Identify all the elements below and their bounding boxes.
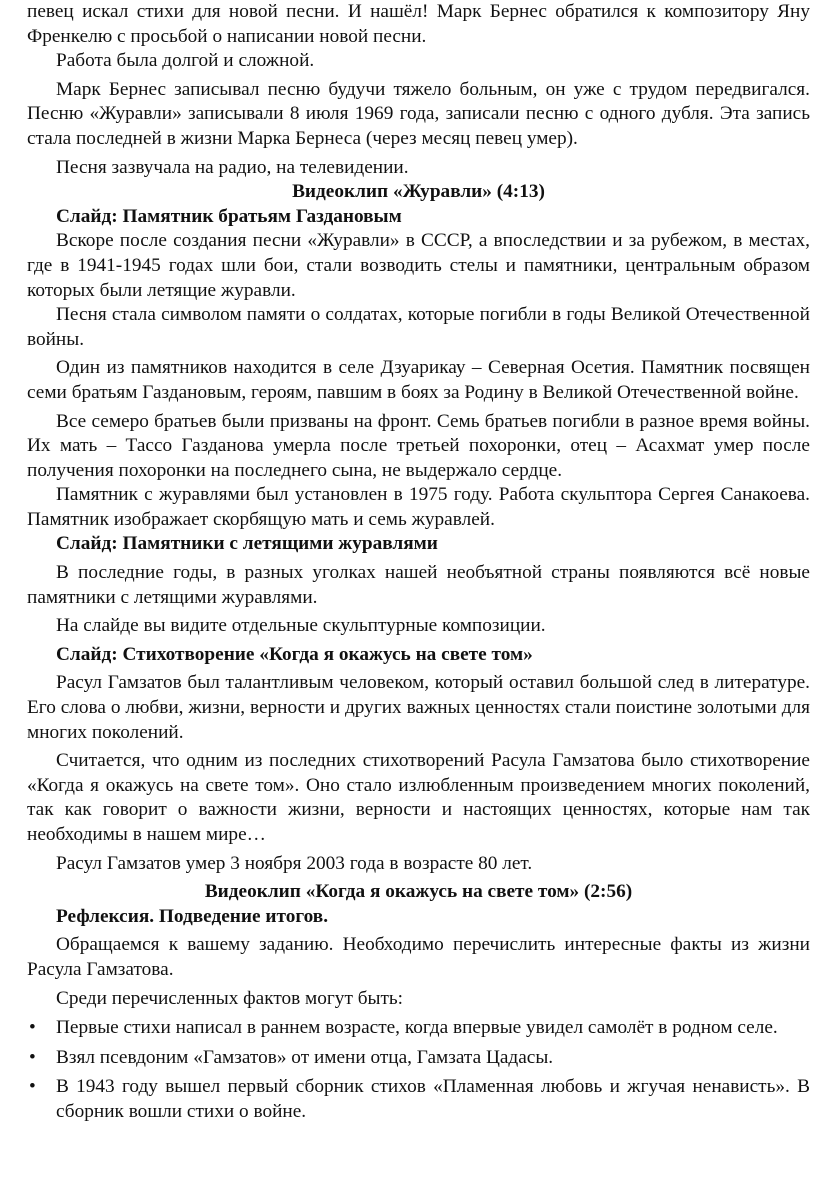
paragraph: Песня зазвучала на радио, на телевидении. (56, 156, 409, 178)
bullet-icon: • (29, 1046, 36, 1068)
facts-list (27, 1016, 810, 1124)
bullet-icon: • (29, 1017, 36, 1039)
list-item-text: Взял псевдоним «Гамзатов» от имени отца, Гамзата Цадасы. (56, 1046, 554, 1068)
paragraph: Среди перечисленных фактов могут быть: (56, 987, 404, 1009)
paragraph: Обращаемся к вашему заданию. Необходимо перечислить интересные факты из жизни Расула Гамзатова. (27, 934, 810, 980)
list-item-text: В 1943 году вышел первый сборник стихов «Пламенная любовь и жгучая ненависть». В сборник вошли стихи о войне. (56, 1076, 810, 1122)
paragraph: Вскоре после создания песни «Журавли» в СССР, а впоследствии и за рубежом, в местах, где в 1941-1945 годах шли бои, стали возводить стелы и памятники, центральным образом которых были летящие журавли. (27, 230, 810, 301)
paragraph: Работа была долгой и сложной. (56, 50, 315, 72)
slide-heading: Слайд: Памятники с летящими журавлями (56, 533, 438, 555)
paragraph: Все семеро братьев были призваны на фронт. Семь братьев погибли в разное время войны. Их мать – Тассо Газданова умерла после третьей похоронки, отец – Асахмат умер после получения похоронки на последнего сына, не выдержало сердце. (27, 410, 810, 481)
paragraph: В последние годы, в разных уголках нашей необъятной страны появляются всё новые памятники с летящими журавлями. (27, 562, 810, 608)
paragraph: Марк Бернес записывал песню будучи тяжело больным, он уже с трудом передвигался. Песню «Журавли» записывали 8 июля 1969 года, записали песню с одного дубля. Эта запись стала последней в жизни Марка Бернеса (через месяц певец умер). (27, 78, 810, 149)
paragraph: Расул Гамзатов был талантливым человеком, который оставил большой след в литературе. Его слова о любви, жизни, верности и других важных ценностях стали поистине золотыми для многих поколений. (27, 672, 810, 743)
paragraph: Считается, что одним из последних стихотворений Расула Гамзатова было стихотворение «Когда я окажусь на свете том». Оно стало излюбленным произведением многих поколений, так как говорит о важности жизни, верности и настоящих ценностях, которые нам так необходимы в нашем мире… (27, 750, 810, 845)
video-clip-heading: Видеоклип «Когда я окажусь на свете том» (2:56) (204, 881, 633, 903)
section-heading: Рефлексия. Подведение итогов. (56, 905, 329, 927)
list-item-text: Первые стихи написал в раннем возрасте, когда впервые увидел самолёт в родном селе. (56, 1017, 778, 1039)
paragraph: Песня стала символом памяти о солдатах, которые погибли в годы Великой Отечественной войны. (27, 304, 810, 350)
list-item (27, 1046, 810, 1071)
paragraph: Расул Гамзатов умер 3 ноября 2003 года в возрасте 80 лет. (56, 852, 533, 874)
paragraph: Памятник с журавлями был установлен в 1975 году. Работа скульптора Сергея Санакоева. Памятник изображает скорбящую мать и семь журавлей. (27, 484, 810, 530)
video-clip-heading: Видеоклип «Журавли» (4:13) (292, 181, 545, 203)
paragraph: певец искал стихи для новой песни. И нашёл! Марк Бернес обратился к композитору Яну Френкелю с просьбой о написании новой песни. (27, 1, 810, 47)
slide-heading: Слайд: Стихотворение «Когда я окажусь на свете том» (56, 643, 533, 665)
paragraph: На слайде вы видите отдельные скульптурные композиции. (56, 615, 546, 637)
bullet-icon: • (29, 1076, 36, 1098)
list-item (27, 1075, 810, 1124)
list-item (27, 1016, 810, 1041)
slide-heading: Слайд: Памятник братьям Газдановым (56, 205, 402, 227)
paragraph: Один из памятников находится в селе Дзуарикау – Северная Осетия. Памятник посвящен семи братьям Газдановым, героям, павшим в боях за Родину в Великой Отечественной войне. (27, 357, 810, 403)
